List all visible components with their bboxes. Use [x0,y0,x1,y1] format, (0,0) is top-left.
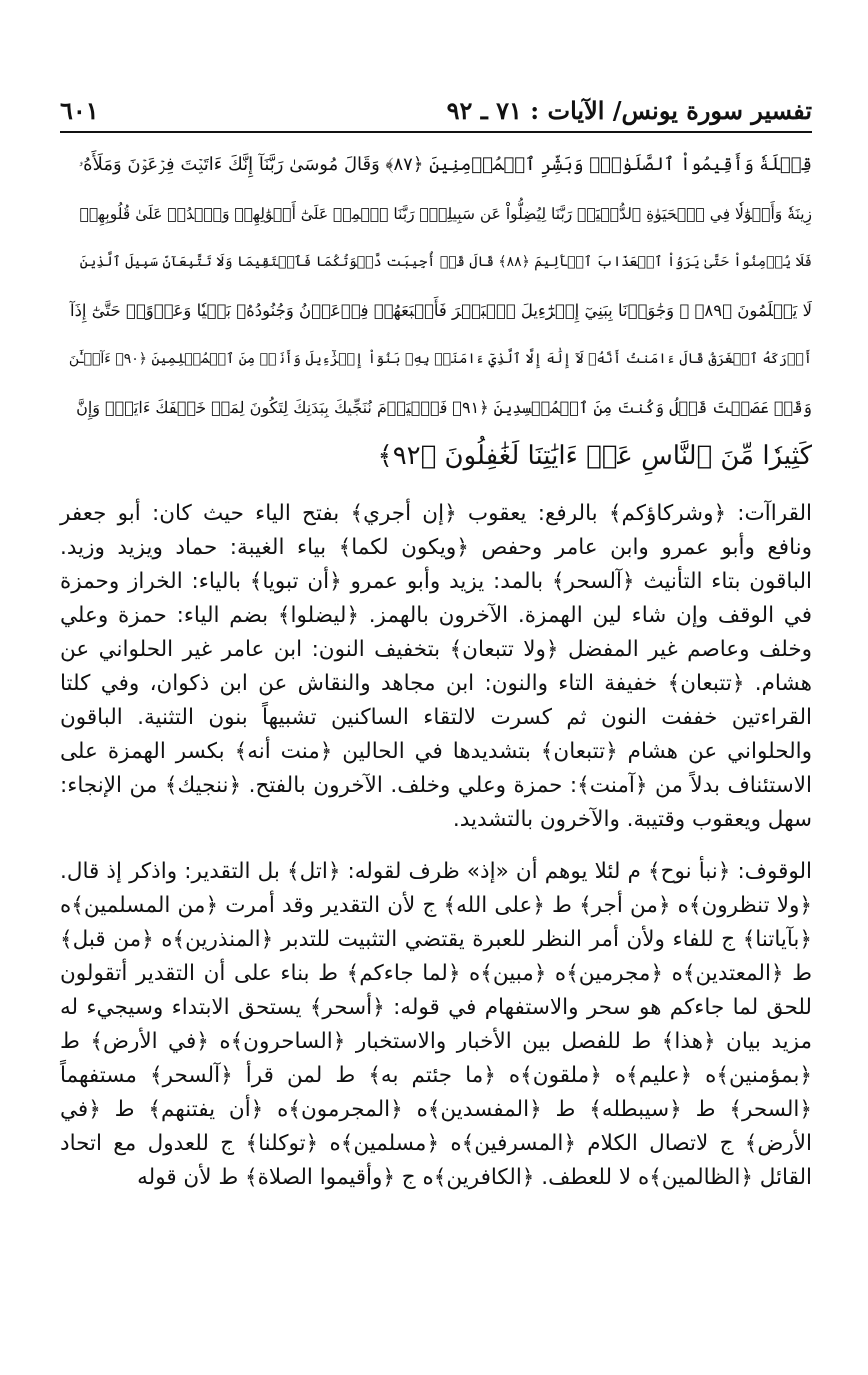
running-header [60,96,812,133]
running-title: تفسير سورة يونس/ الآيات : ٧١ ـ ٩٢ [446,96,812,125]
quran-line: لَا يَعۡلَمُونَ ﴿٨٩﴾ ۞ وَجَٰوَزۡنَا بِبَنِيٓ إِسۡرَٰٓءِيلَ ٱلۡبَحۡرَ فَأَتۡبَعَهُمۡ فِرۡعَوۡنُ وَجُنُودُهُۥ بَغۡيٗا وَعَدۡوًاۖ حَتَّىٰٓ إِذَآ [70,300,812,320]
quran-line: كَثِيرٗا مِّنَ ٱلنَّاسِ عَنۡ ءَايَٰتِنَا لَغَٰفِلُونَ ﴿٩٢﴾ [377,441,812,471]
quran-line: أَدۡرَكَهُ ٱلۡغَرَقُ قَالَ ءَامَنتُ أَنَّهُۥ لَآ إِلَٰهَ إِلَّا ٱلَّذِيٓ ءَامَنَتۡ بِهِۦ بَنُوٓاْ إِسۡرَٰٓءِيلَ وَأَنَا۠ مِنَ ٱلۡمُسۡلِمِينَ ﴿٩٠﴾ ءَآلۡـَٰٔنَ [68,351,812,367]
page-number: ٦٠١ [60,96,99,125]
quran-line: زِينَةٗ وَأَمۡوَٰلٗا فِي ٱلۡحَيَوٰةِ ٱلدُّنۡيَاۖ رَبَّنَا لِيُضِلُّواْ عَن سَبِيلِكَۖ رَبَّنَا ٱطۡمِسۡ عَلَىٰٓ أَمۡوَٰلِهِمۡ وَٱشۡدُدۡ عَلَىٰ قُلُوبِهِمۡ [79,204,812,223]
readings-paragraph: القراآت: ﴿وشركاؤكم﴾ بالرفع: يعقوب ﴿إن أجري﴾ بفتح الياء حيث كان: أبو جعفر ونافع وأبو عمرو وابن عامر وحفص ﴿ويكون لكما﴾ بياء الغيبة: حماد ويزيد وزيد. الباقون بتاء التأنيث ﴿آلسحر﴾ بالمد: يزيد وأبو عمرو ﴿أن تبويا﴾ بالياء: الخراز وحمزة في الوقف وإن شاء لين الهمزة. الآخرون بالهمز. ﴿ليضلوا﴾ بضم الياء: حمزة وعلي وخلف وعاصم غير المفضل ﴿ولا تتبعان﴾ بتخفيف النون: ابن عامر غير الحلواني عن هشام. ﴿تتبعان﴾ خفيفة التاء والنون: ابن مجاهد والنقاش عن ابن ذكوان، وفي كلتا القراءتين خففت النون ثم كسرت لالتقاء الساكنين تشبيهاً بنون التثنية. الباقون والحلواني عن هشام ﴿تتبعان﴾ بتشديدها في الحالين ﴿منت أنه﴾ بكسر الهمزة على الاستئناف بدلاً من ﴿آمنت﴾: حمزة وعلي وخلف. الآخرون بالفتح. ﴿ننجيك﴾ من الإنجاء: سهل ويعقوب وقتيبة. والآخرون بالتشديد. [60,500,812,832]
quran-line: فَلَا يُؤۡمِنُواْ حَتَّىٰ يَرَوُاْ ٱلۡعَذَابَ ٱلۡأَلِيمَ ﴿٨٨﴾ قَالَ قَدۡ أُجِيبَت دَّعۡوَتُكُمَا فَٱسۡتَقِيمَا وَلَا تَتَّبِعَآنِّ سَبِيلَ ٱلَّذِينَ [79,254,812,270]
pauses-paragraph: الوقوف: ﴿نبأ نوح﴾ م لئلا يوهم أن «إذ» ظرف لقوله: ﴿اتل﴾ بل التقدير: واذكر إذ قال. ﴿ولا تنظرون﴾ه ﴿من أجر﴾ ط ﴿على الله﴾ ج لأن التقدير وقد أمرت ﴿من المسلمين﴾ه ﴿بآياتنا﴾ ج للفاء ولأن أمر النظر للعبرة يقتضي التثبيت للتدبر ﴿المنذرين﴾ه ﴿من قبل﴾ ط ﴿المعتدين﴾ه ﴿مجرمين﴾ه ﴿مبين﴾ه ﴿لما جاءكم﴾ ط بناء على أن التقدير أتقولون للحق لما جاءكم هو سحر والاستفهام في قوله: ﴿أسحر﴾ يستحق الابتداء وسيجيء له مزيد بيان ﴿هذا﴾ ط للفصل بين الأخبار والاستخبار ﴿الساحرون﴾ه ﴿في الأرض﴾ ط ﴿بمؤمنين﴾ه ﴿عليم﴾ه ﴿ملقون﴾ه ﴿ما جئتم به﴾ ط لمن قرأ ﴿آلسحر﴾ مستفهماً ﴿السحر﴾ ط ﴿سيبطله﴾ ط ﴿المفسدين﴾ه ﴿المجرمون﴾ه ﴿أن يفتنهم﴾ ط ﴿في الأرض﴾ ج لاتصال الكلام ﴿المسرفين﴾ه ﴿مسلمين﴾ه ﴿توكلنا﴾ ج للعدول مع اتحاد القائل ﴿الظالمين﴾ه لا للعطف. ﴿الكافرين﴾ه ج ﴿وأقيموا الصلاة﴾ ط لأن قوله [60,858,812,1190]
quran-verses [60,141,812,481]
paragraph-gap [60,837,812,855]
quran-line: وَقَدۡ عَصَيۡتَ قَبۡلُ وَكُنتَ مِنَ ٱلۡمُفۡسِدِينَ ﴿٩١﴾ فَٱلۡيَوۡمَ نُنَجِّيكَ بِبَدَنِكَ لِتَكُونَ لِمَنۡ خَلۡفَكَ ءَايَةٗۚ وَإِنَّ [76,397,812,417]
commentary [60,497,812,1195]
quran-line: قِبۡلَةٗ وَأَقِيمُواْ ٱلصَّلَوٰةَۗ وَبَشِّرِ ٱلۡمُؤۡمِنِينَ ﴿٨٧﴾ وَقَالَ مُوسَىٰ رَبَّنَآ إِنَّكَ ءَاتَيۡتَ فِرۡعَوۡنَ وَمَلَأَهُۥ [78,154,812,175]
